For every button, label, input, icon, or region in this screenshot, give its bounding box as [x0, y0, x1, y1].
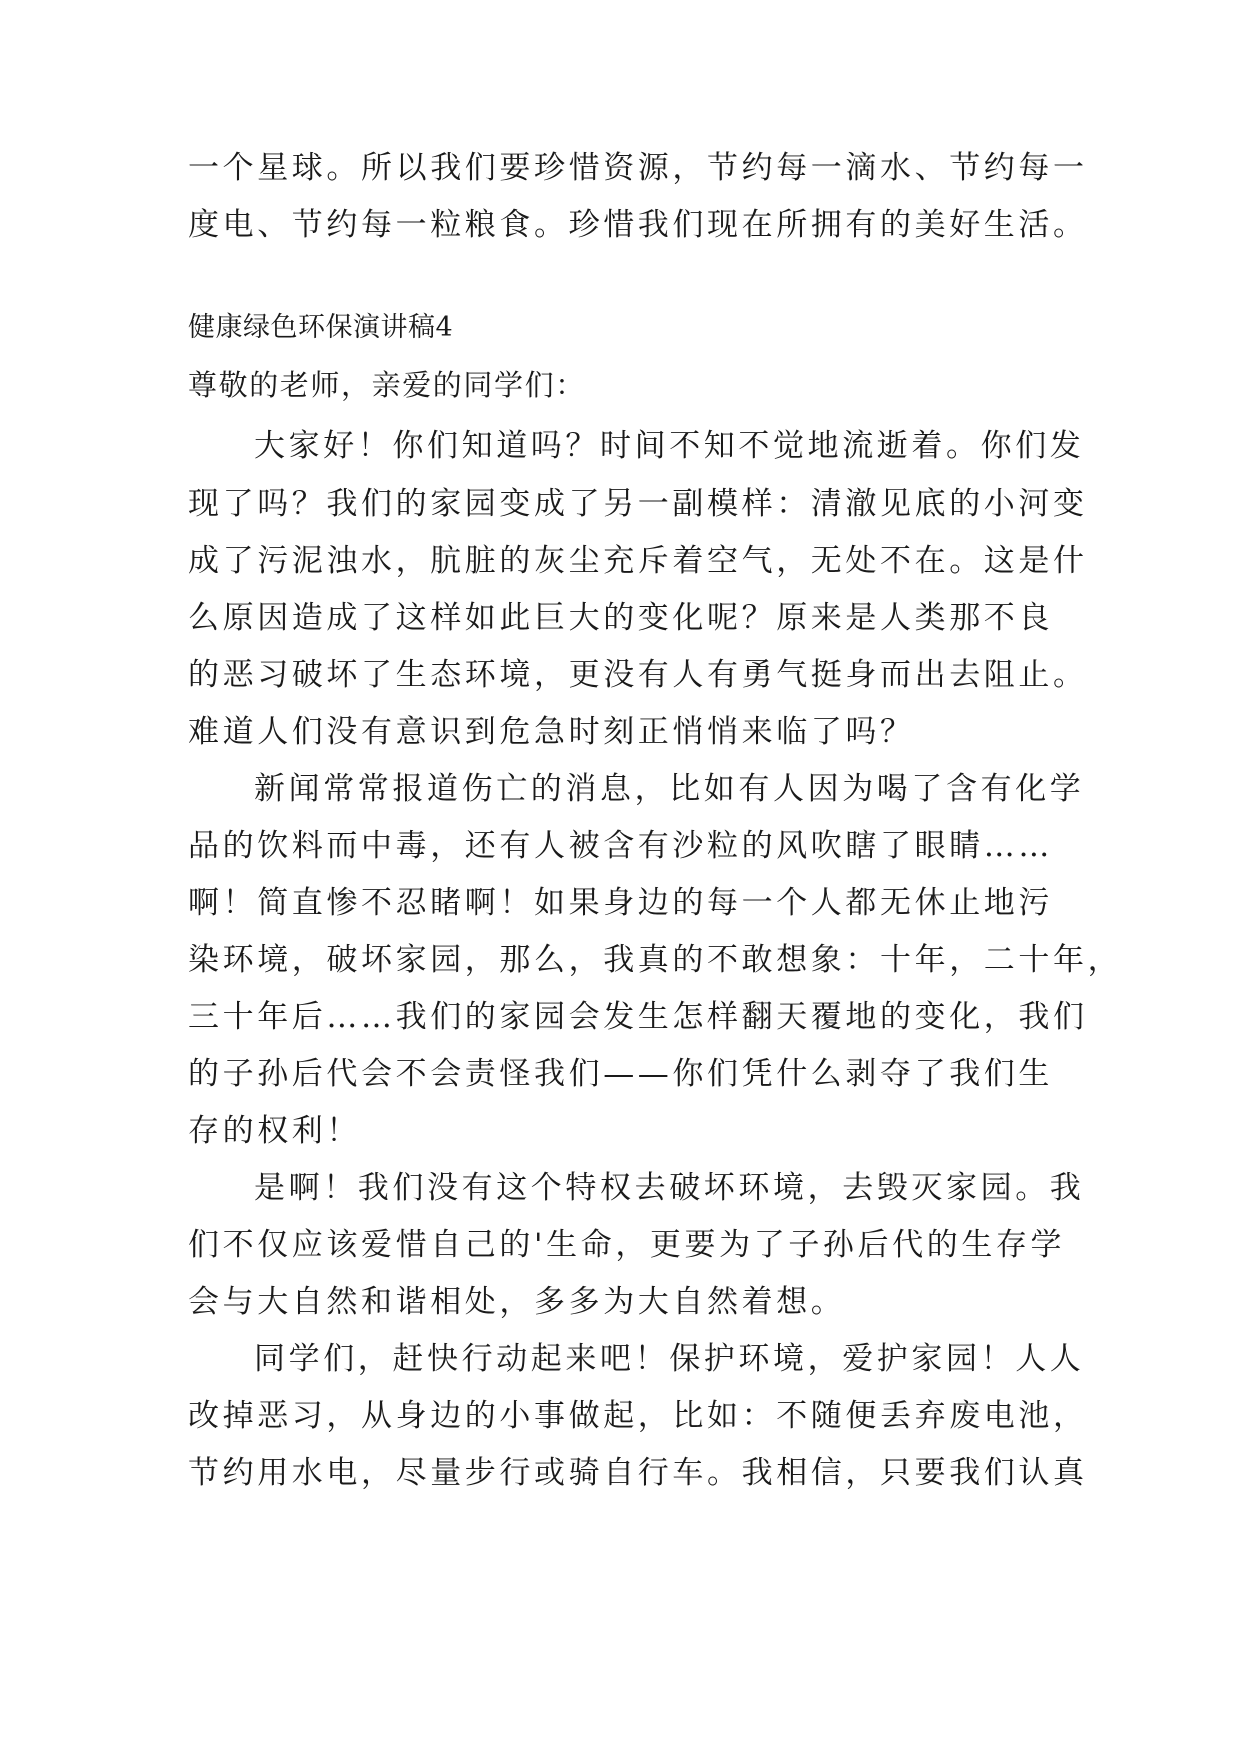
text-line: 一个星球。所以我们要珍惜资源，节约每一滴水、节约每一 [188, 150, 1088, 186]
paragraph-4-line: 同学们，赶快行动起来吧！保护环境，爱护家园！人人 [254, 1341, 1085, 1377]
paragraph-2-line: 啊！简直惨不忍睹啊！如果身边的每一个人都无休止地污 [188, 885, 1053, 921]
paragraph-1-line: 难道人们没有意识到危急时刻正悄悄来临了吗？ [188, 714, 915, 750]
paragraph-2-line: 三十年后……我们的家园会发生怎样翻天覆地的变化，我们 [188, 999, 1088, 1035]
paragraph-2-line: 品的饮料而中毒，还有人被含有沙粒的风吹瞎了眼睛…… [188, 828, 1053, 864]
paragraph-2-line: 的子孙后代会不会责怪我们——你们凭什么剥夺了我们生 [188, 1056, 1053, 1092]
paragraph-2-line: 染环境，破坏家园，那么，我真的不敢想象：十年，二十年， [188, 942, 1123, 978]
paragraph-3-line: 是啊！我们没有这个特权去破坏环境，去毁灭家园。我 [254, 1170, 1085, 1206]
paragraph-3-line: 们不仅应该爱惜自己的'生命，更要为了子孙后代的生存学 [188, 1227, 1066, 1263]
paragraph-1-line: 成了污泥浊水，肮脏的灰尘充斥着空气，无处不在。这是什 [188, 543, 1088, 579]
paragraph-4-line: 节约用水电，尽量步行或骑自行车。我相信，只要我们认真 [188, 1455, 1088, 1491]
text-line: 度电、节约每一粒粮食。珍惜我们现在所拥有的美好生活。 [188, 207, 1088, 243]
paragraph-2-line: 新闻常常报道伤亡的消息，比如有人因为喝了含有化学 [254, 771, 1085, 807]
section-title: 健康绿色环保演讲稿4 [188, 312, 454, 343]
paragraph-3-line: 会与大自然和谐相处，多多为大自然着想。 [188, 1284, 846, 1320]
paragraph-1-line: 的恶习破坏了生态环境，更没有人有勇气挺身而出去阻止。 [188, 657, 1088, 693]
paragraph-1-line: 么原因造成了这样如此巨大的变化呢？原来是人类那不良 [188, 600, 1053, 636]
paragraph-1-line: 现了吗？我们的家园变成了另一副模样：清澈见底的小河变 [188, 486, 1088, 522]
paragraph-4-line: 改掉恶习，从身边的小事做起，比如：不随便丢弃废电池， [188, 1398, 1088, 1434]
paragraph-2-line: 存的权利！ [188, 1113, 361, 1149]
paragraph-1-line: 大家好！你们知道吗？时间不知不觉地流逝着。你们发 [254, 428, 1085, 464]
salutation: 尊敬的老师，亲爱的同学们： [188, 368, 586, 402]
